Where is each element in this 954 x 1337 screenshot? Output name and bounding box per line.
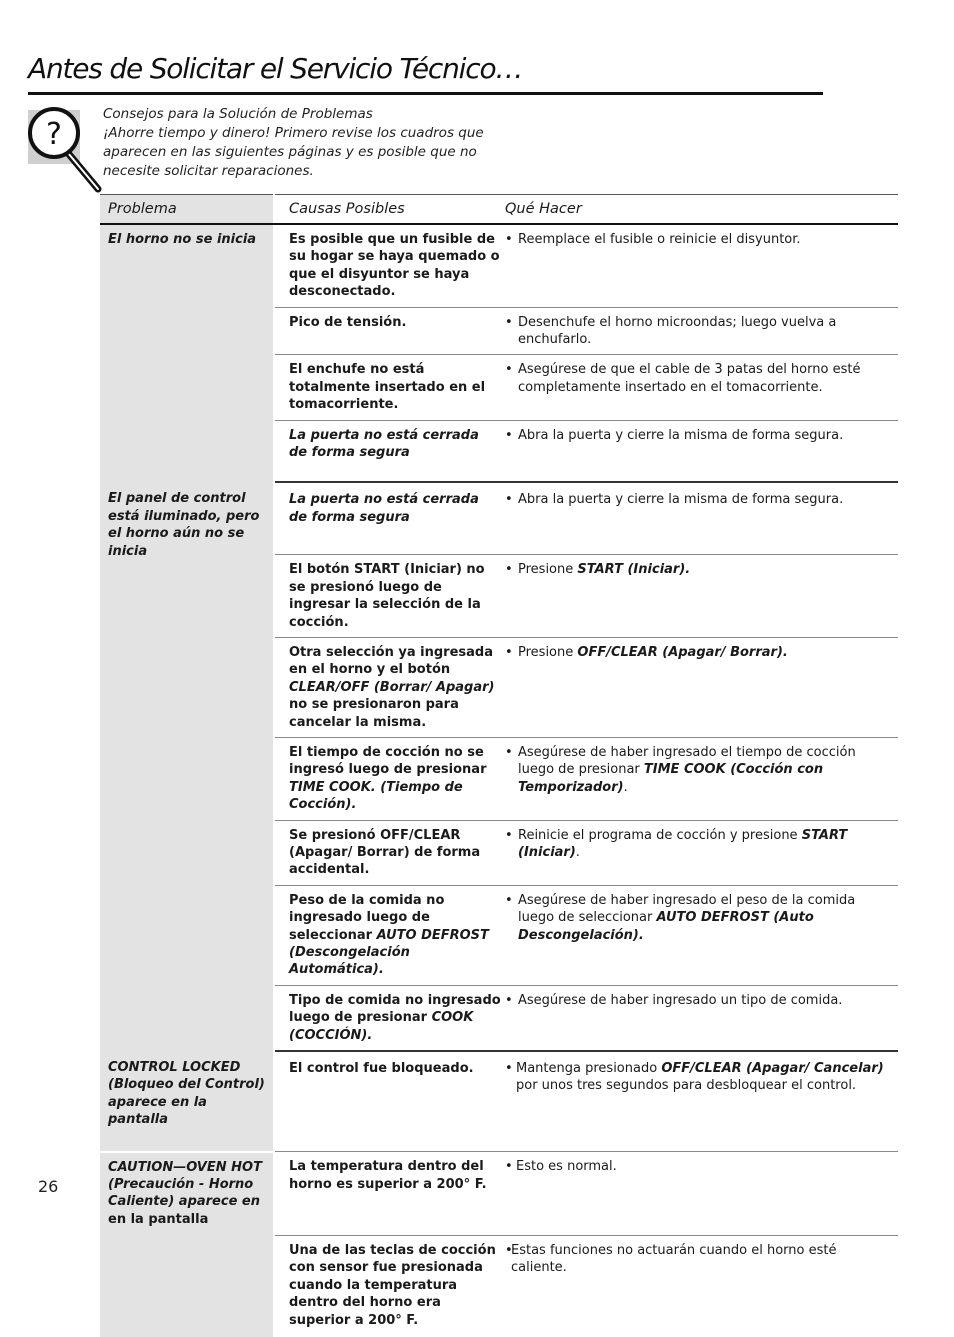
problem-cell: CONTROL LOCKED (Bloqueo del Control) aparece en la pantalla [100, 1051, 274, 1152]
fix-cell [503, 820, 898, 885]
fix-text: Abra la puerta y cierre la misma de forma segura. [518, 492, 844, 508]
fix-text: Asegúrese de que el cable de 3 patas del horno esté completamente insertado en el tomacorriente. [518, 362, 861, 395]
fix-cell [503, 737, 898, 820]
fix-text: Reemplace el fusible o reinicie el disyuntor. [518, 232, 801, 247]
fix-text: Esto es normal. [516, 1159, 617, 1175]
cause-cell: Peso de la comida no ingresado luego de seleccionar AUTO DEFROST (Descongelación Automática). [274, 885, 503, 985]
fix-text: Presione OFF/CLEAR (Apagar/ Borrar). [518, 644, 788, 660]
table-row [100, 1152, 898, 1236]
fix-cell [503, 1051, 898, 1152]
intro-line: aparecen en las siguientes páginas y es posible que no [103, 144, 477, 160]
table-header-row [100, 195, 898, 225]
cause-cell: El control fue bloqueado. [274, 1051, 503, 1152]
cause-cell: La temperatura dentro del horno es superior a 200° F. [274, 1152, 503, 1236]
bullet: • [505, 427, 513, 443]
intro-heading: Consejos para la Solución de Problemas [103, 106, 373, 122]
fix-cell [503, 224, 898, 307]
cause-cell: Es posible que un fusible de su hogar se haya quemado o que el disyuntor se haya desconectado. [274, 224, 503, 307]
fix-cell [503, 307, 898, 355]
fix-cell [503, 1152, 898, 1236]
bullet: • [505, 1242, 513, 1258]
troubleshooting-table [100, 194, 898, 1337]
cause-cell: Pico de tensión. [274, 307, 503, 355]
bullet: • [505, 232, 513, 247]
cause-cell: El botón START (Iniciar) no se presionó luego de ingresar la selección de la cocción. [274, 555, 503, 638]
problem-cell: El panel de control está iluminado, pero el horno aún no se inicia [100, 482, 274, 1051]
bullet: • [505, 492, 513, 508]
bullet: • [505, 362, 513, 378]
fix-text: Reinicie el programa de cocción y presione START (Iniciar). [518, 827, 848, 860]
bullet: • [505, 892, 513, 908]
bullet: • [505, 827, 513, 843]
cause-cell: El tiempo de cocción no se ingresó luego de presionar TIME COOK. (Tiempo de Cocción). [274, 737, 503, 820]
cause-cell: El enchufe no está totalmente insertado en el tomacorriente. [274, 355, 503, 420]
question-magnifier-icon [28, 105, 108, 193]
cause-cell: Se presionó OFF/CLEAR (Apagar/ Borrar) de forma accidental. [274, 820, 503, 885]
fix-text: Asegúrese de haber ingresado el peso de la comida luego de seleccionar AUTO DEFROST (Auto Descongelación). [518, 892, 856, 943]
problem-cell: El horno no se inicia [100, 224, 274, 482]
bullet: • [505, 1159, 513, 1175]
bullet: • [505, 744, 513, 760]
fix-text: Estas funciones no actuarán cuando el horno esté caliente. [511, 1242, 837, 1276]
fix-cell [503, 1235, 898, 1337]
page-number: 26 [38, 1177, 59, 1196]
table-row [100, 1051, 898, 1152]
page-title: Antes de Solicitar el Servicio Técnico… [28, 52, 523, 85]
bullet: • [505, 644, 513, 660]
bullet: • [505, 1061, 513, 1077]
fix-text: Abra la puerta y cierre la misma de forma segura. [518, 427, 844, 443]
cause-cell: Tipo de comida no ingresado luego de presionar COOK (COCCIÓN). [274, 985, 503, 1051]
fix-text: Desenchufe el horno microondas; luego vuelva a enchufarlo. [518, 314, 837, 348]
fix-cell [503, 985, 898, 1051]
column-header-problem: Problema [100, 195, 274, 225]
fix-text: Asegúrese de haber ingresado el tiempo de cocción luego de presionar TIME COOK (Cocción con Temporizador). [518, 744, 856, 795]
intro-text [103, 105, 503, 181]
fix-cell [503, 555, 898, 638]
fix-cell [503, 355, 898, 420]
bullet: • [505, 314, 513, 330]
table-row [100, 482, 898, 554]
title-divider [28, 92, 823, 95]
fix-cell [503, 637, 898, 737]
cause-cell: La puerta no está cerrada de forma segura [274, 482, 503, 554]
cause-cell: Otra selección ya ingresada en el horno y el botón CLEAR/OFF (Borrar/ Apagar) no se presionaron para cancelar la misma. [274, 637, 503, 737]
cause-cell: La puerta no está cerrada de forma segura [274, 420, 503, 482]
fix-cell [503, 885, 898, 985]
fix-cell [503, 420, 898, 482]
bullet: • [505, 562, 513, 578]
intro-line: necesite solicitar reparaciones. [103, 163, 314, 179]
fix-text: Presione START (Iniciar). [518, 562, 691, 578]
problem-cell: CAUTION—OVEN HOT (Precaución - Horno Caliente) aparece en en la pantalla [100, 1152, 274, 1337]
fix-text: Asegúrese de haber ingresado un tipo de comida. [518, 992, 843, 1008]
column-header-causes: Causas Posibles [274, 195, 503, 225]
intro-line: ¡Ahorre tiempo y dinero! Primero revise los cuadros que [103, 125, 484, 141]
svg-text:?: ? [46, 117, 62, 152]
fix-text: Mantenga presionado OFF/CLEAR (Apagar/ Cancelar) por unos tres segundos para desbloquear el control. [516, 1061, 884, 1094]
fix-cell [503, 482, 898, 554]
bullet: • [505, 992, 513, 1008]
table-row [100, 224, 898, 307]
cause-cell: Una de las teclas de cocción con sensor fue presionada cuando la temperatura dentro del horno era superior a 200° F. [289, 1242, 496, 1328]
column-header-fix: Qué Hacer [503, 195, 898, 225]
